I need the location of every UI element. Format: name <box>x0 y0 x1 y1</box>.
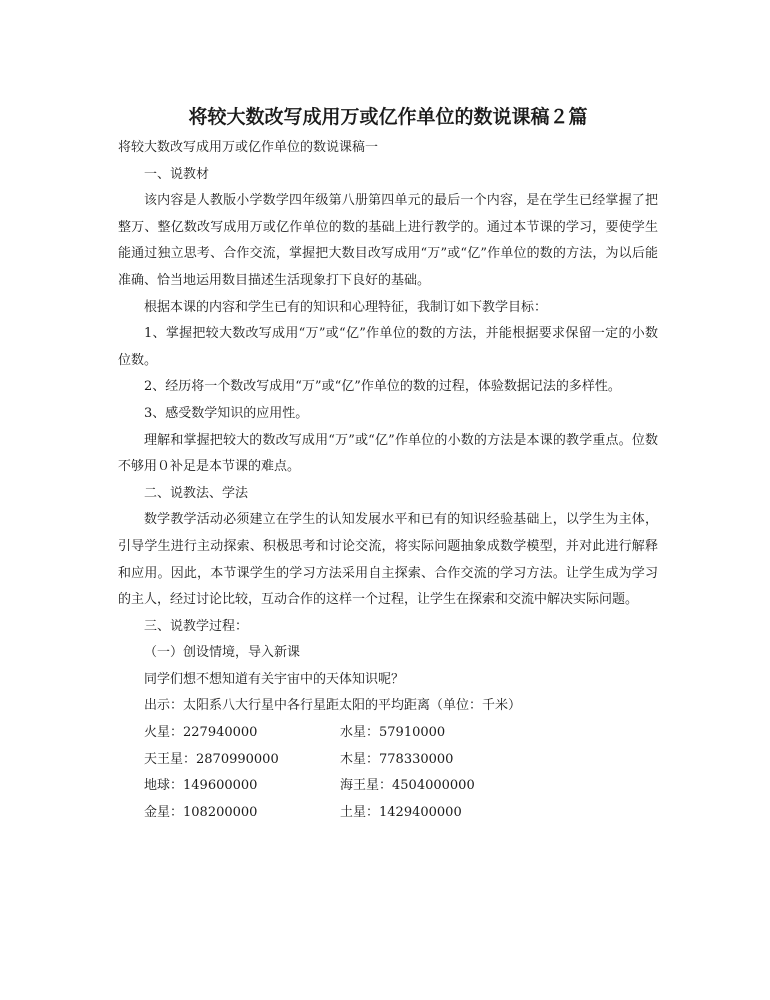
list-item <box>118 747 658 774</box>
paragraph-goals-intro: 根据本课的内容和学生已有的知识和心理特征，我制订如下教学目标： <box>144 299 548 315</box>
paragraph-key-points: 理解和掌握把较大的数改写成用“万”或“亿”作单位的小数的方法是本课的教学重点。位数不够用０补足是本节课的难点。 <box>118 432 658 475</box>
planet-entry: 水星：57910000 <box>340 725 446 741</box>
planet-entry: 海王星：4504000000 <box>340 778 475 794</box>
paragraph-textbook-intro: 该内容是人教版小学数学四年级第八册第四单元的最后一个内容，是在学生已经掌握了把整万、整亿数改写成用万或亿作单位的数的基础上进行教学的。通过本节课的学习，要使学生能通过独立思考、合作交流，掌握把大数目改写成用“万”或“亿”作单位的数的方法，为以后能准确、恰当地运用数目描述生活现象打下良好的基础。 <box>118 193 658 288</box>
goal-item-2: 2、经历将一个数改写成用“万”或“亿”作单位的数的过程，体验数据记法的多样性。 <box>144 379 621 395</box>
section-heading-methods: 二、说教法、学法 <box>144 485 249 501</box>
list-item <box>118 773 658 800</box>
goal-item-3: 3、感受数学知识的应用性。 <box>144 405 309 421</box>
planet-entry: 火星：227940000 <box>144 725 258 741</box>
subtitle: 将较大数改写成用万或亿作单位的数说课稿一 <box>118 140 379 155</box>
goal-item-1: 1、掌握把较大数改写成用“万”或“亿”作单位的数的方法，并能根据要求保留一定的小数位数。 <box>118 326 658 368</box>
document-title: 将较大数改写成用万或亿作单位的数说课稿２篇 <box>188 106 588 128</box>
section-heading-process: 三、说教学过程： <box>144 618 249 634</box>
list-item <box>118 800 658 827</box>
planet-entry: 土星：1429400000 <box>340 804 462 820</box>
planet-entry: 木星：778330000 <box>340 751 454 767</box>
planet-entry: 天王星：2870990000 <box>144 751 279 767</box>
subsection-heading-situation: （一）创设情境，导入新课 <box>144 645 301 661</box>
list-item <box>118 720 658 747</box>
planet-entry: 金星：108200000 <box>144 804 258 820</box>
planet-distance-list <box>118 720 658 826</box>
paragraph-methods: 数学教学活动必须建立在学生的认知发展水平和已有的知识经验基础上，以学生为主体，引导学生进行主动探索、积极思考和讨论交流，将实际问题抽象成数学模型，并对此进行解释和应用。因此，本节课学生的学习方法采用自主探索、合作交流的学习方法。让学生成为学习的主人，经过讨论比较，互动合作的这样一个过程，让学生在探索和交流中解决实际问题。 <box>118 512 658 608</box>
planet-entry: 地球：149600000 <box>144 778 258 794</box>
section-heading-textbook: 一、说教材 <box>144 166 210 182</box>
paragraph-display: 出示：太阳系八大行星中各行星距太阳的平均距离（单位：千米） <box>144 698 522 714</box>
document-body <box>118 135 658 826</box>
paragraph-question: 同学们想不想知道有关宇宙中的天体知识呢？ <box>144 671 405 687</box>
